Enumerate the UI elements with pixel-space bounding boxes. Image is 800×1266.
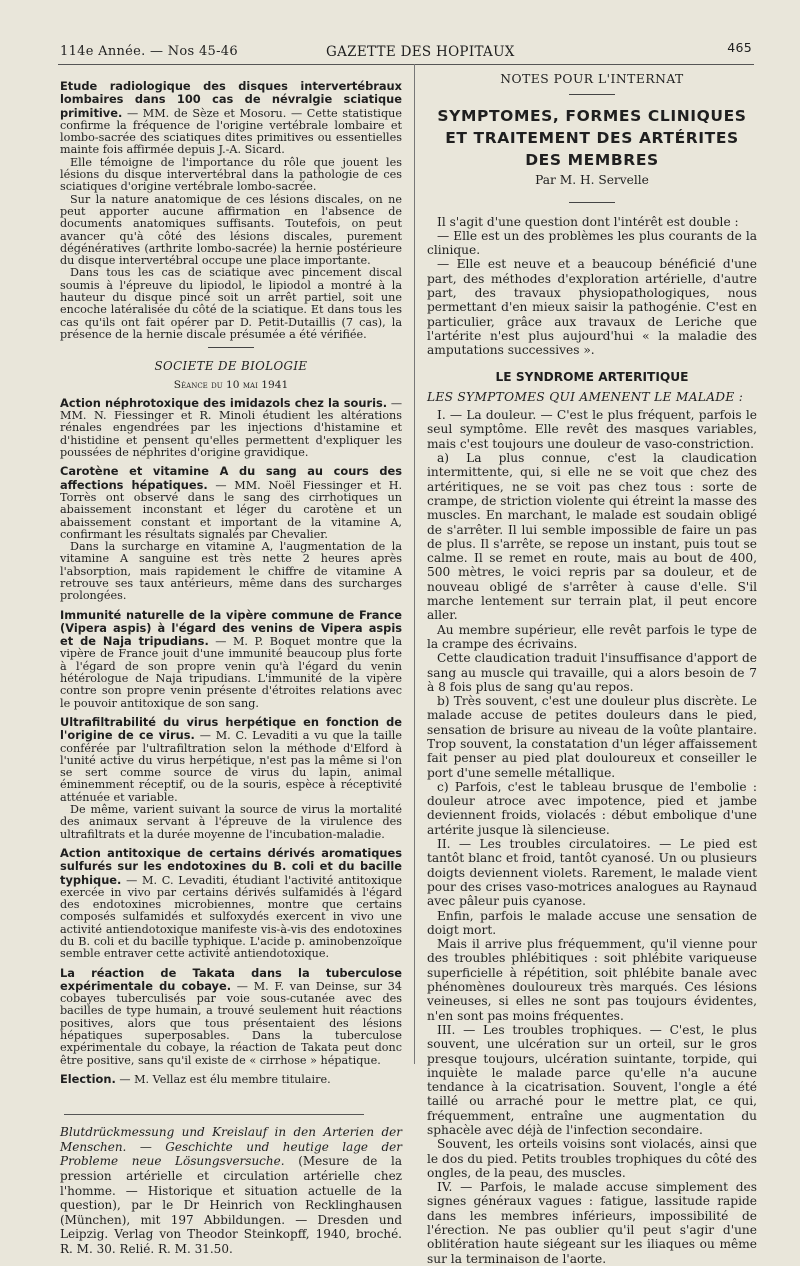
subsection-heading: LES SYMPTOMES QUI AMENENT LE MALADE : xyxy=(427,389,744,404)
running-header xyxy=(60,40,752,64)
issue-label: 114e Année. — Nos 45-46 xyxy=(60,44,238,59)
article-text: Sur la nature anatomique de ces lésions discales, on ne peut apporter aucune affirmation en l'absence de documents anatomiques suffisants. Toutefois, on peut avancer qu'à côté des lésions discales, purement dégénératives (arthrite lombo-sacrée) la hernie postérieure du disque intervertébral occupe une place importante. xyxy=(60,192,402,268)
book-details: (Mesure de la pression artérielle et circulation artérielle chez l'homme. — Historique et situation actuelle de la question), par le Dr Heinrich von Recklinghausen (München), mit 197 Abbildungen. — Dresden und Leipzig. Verlag von Theodor Steinkopff, 1940, broché. R. M. 30. Relié. R. M. 31.50. xyxy=(60,1154,402,1257)
article-title: Carotène et vitamine A du sang au cours des affections hépatiques. xyxy=(60,464,402,492)
symptom-text: IV. — Parfois, le malade accuse simplement des signes généraux vagues : fatigue, lassitude rapide dans les membres inférieurs, impossibilité de l'érection. Ne pas oublier qu'il peut s'agir d'une oblitération haute siégeant sur les iliaques ou même sur la terminaison de l'aorte. xyxy=(427,1180,757,1266)
right-column xyxy=(427,72,757,1266)
book-title: Blutdrückmessung und Kreislauf in den Arterien der Menschen. — Geschichte und heutige lage der Probleme neue Lösungsversuche. xyxy=(60,1125,402,1169)
book-review xyxy=(60,1114,402,1256)
article-vipere xyxy=(60,609,402,710)
left-column xyxy=(60,80,402,1257)
symptom-text: a) La plus connue, c'est la claudication intermittente, qui, si elle ne se voit que chez des artéritiques, ne se voit pas chez tous : sorte de crampe, de striction violente qui étreint la masse des muscles. En marchant, le malade est soudain obligé de s'arrêter. Il lui semble impossible de faire un pas de plus. Il s'arrête, se repose un instant, puis tout se calme. Il se remet en route, mais au bout de 400, 500 mètres, le voici repris par sa douleur, et de nouveau obligé de s'arrêter à cause d'elle. S'il marche lentement sur terrain plat, il peut encore aller. xyxy=(427,451,757,623)
section-heading: SOCIETE DE BIOLOGIE xyxy=(154,359,308,374)
article-text: — MM. N. Fiessinger et R. Minoli étudient les altérations rénales engendrées par les injections d'histamine et d'histidine et pensent qu'elles permettent d'expliquer les poussées de néphrites d'origine gravidique. xyxy=(60,396,402,460)
article-text: De même, varient suivant la source de virus la mortalité des animaux servant à l'épreuve de la virulence des ultrafiltrats et la durée moyenne de l'incubation-maladie. xyxy=(60,803,402,841)
symptom-text: II. — Les troubles circulatoires. — Le pied est tantôt blanc et froid, tantôt cyanosé. Un ou plusieurs doigts deviennent violets. Rarement, le malade vient pour des crises vaso-motrices analogues au Raynaud avec pâleur puis cyanose. xyxy=(427,837,757,909)
notes-heading: NOTES POUR L'INTERNAT xyxy=(500,72,684,86)
article-election xyxy=(60,1073,402,1086)
title-line: SYMPTOMES, FORMES CLINIQUES xyxy=(437,107,747,126)
title-line: ET TRAITEMENT DES ARTÉRITES DES MEMBRES xyxy=(445,129,739,170)
article-text: — MM. de Sèze et Mosoru. — Cette statistique confirme la fréquence de l'origine vertébrale lombaire et lombo-sacrée des sciatiques dites primitives ou essentielles mainte fois affirmée depuis J.-A. Sicard. xyxy=(60,106,403,157)
author-line: Par M. H. Servelle xyxy=(535,173,649,188)
symptom-text: Au membre supérieur, elle revêt parfois le type de la crampe des écrivains. xyxy=(427,622,757,651)
section-heading: LE SYNDROME ARTERITIQUE xyxy=(495,369,689,384)
article-title: La réaction de Takata dans la tuberculose expérimentale du cobaye. xyxy=(60,965,402,993)
separator xyxy=(569,202,615,203)
book-rule xyxy=(64,1114,364,1115)
article-endotoxines xyxy=(60,847,402,961)
article-text: — M. F. van Deinse, sur 34 cobayes tuberculisés par voie sous-cutanée avec des bacilles de type humain, a trouvé seulement huit réactions positives, alors que tous présentaient des lésions hépatiques superposables. Dans la tuberculose expérimentale du cobaye, la réaction de Takata peut donc être positive, sans qu'il existe de « cirrhose » hépatique. xyxy=(60,979,402,1067)
article-title: Immunité naturelle de la vipère commune de France (Vipera aspis) à l'égard des venins de Vipera aspis et de Naja tripudians. xyxy=(60,607,402,649)
article-text: Elle témoigne de l'importance du rôle que jouent les lésions du disque intervertébral dans la pathologie de ces sciatiques d'origine vertébrale lombo-sacrée. xyxy=(60,155,402,194)
article-disques xyxy=(60,80,402,341)
symptom-text: III. — Les troubles trophiques. — C'est, le plus souvent, une ulcération sur un orteil, sur le gros presque toujours, ulcération suintante, torpide, qui inquiète le malade parce qu'elle n'a aucune tendance à la cicatrisation. Souvent, l'ongle a été taillé ou arraché pour le mettre plat, ce qui, fréquemment, entraîne une augmentation du sphacèle avec déjà de l'infection secondaire. xyxy=(427,1022,757,1137)
article-text: Dans tous les cas de sciatique avec pincement discal soumis à l'épreuve du lipiodol, le lipiodol a montré à la hauteur du disque pincé soit un arrêt partiel, soit une encoche latéralisée du côté de la sciatique. Et dans tous les cas qu'ils ont fait opérer par D. Petit-Dutaillis (7 cas), la présence de la hernie discale présumée a été vérifiée. xyxy=(60,266,402,341)
article-herpes xyxy=(60,716,402,841)
article-carotene xyxy=(60,465,402,602)
article-title: Ultrafiltrabilité du virus herpétique en fonction de l'origine de ce virus. xyxy=(60,714,402,743)
symptom-text: b) Très souvent, c'est une douleur plus discrète. Le malade accuse de petites douleurs dans le pied, sensation de brisure au niveau de la voûte plantaire. Trop souvent, la constatation d'un léger affaissement fait penser au pied plat douloureux et conseiller le port d'une semelle métallique. xyxy=(427,694,757,780)
intro-text: — Elle est neuve et a beaucoup bénéficié d'une part, des méthodes d'exploration artérielle, d'autre part, des travaux physiopathologiques, nous permettant d'en mieux saisir la pathogénie. C'est en particulier, grâce aux travaux de Leriche que l'artérite n'est plus aujourd'hui « la maladie des amputations successives ». xyxy=(427,257,757,358)
symptom-text: Enfin, parfois le malade accuse une sensation de doigt mort. xyxy=(427,908,757,937)
article-text: — M. P. Boquet montre que la vipère de France jouit d'une immunité beaucoup plus forte à l'égard de son propre venin qu'à l'égard du venin hétérologue de Naja tripudians. L'immunité de la vipère contre son propre venin présente d'étroites relations avec le pouvoir antitoxique de son sang. xyxy=(60,635,402,710)
intro-text: Il s'agit d'une question dont l'intérêt est double : xyxy=(437,214,739,229)
article-text: — M. C. Levaditi a vu que la taille conférée par l'ultrafiltration selon la méthode d'Elford à l'unité active du virus herpétique, n'est pas la même si l'on se sert comme source de virus du lapin, animal éminemment réceptif, ou de la souris, espèce à réceptivité atténuée et variable. xyxy=(60,729,402,804)
article-title: Action néphrotoxique des imidazols chez la souris. xyxy=(60,395,388,410)
symptom-text: Cette claudication traduit l'insuffisance d'apport de sang au muscle qui travaille, qui a alors besoin de 7 à 8 fois plus de sang qu'au repos. xyxy=(427,651,757,694)
page-number: 465 xyxy=(727,40,752,55)
article-main-title xyxy=(427,105,757,171)
intro-text: — Elle est un des problèmes les plus courants de la clinique. xyxy=(427,228,757,258)
article-text: Dans la surcharge en vitamine A, l'augmentation de la vitamine A sanguine est très nette 2 heures après l'absorption, mais rapidement le chiffre de vitamine A retrouve ses taux antérieurs, même dans des surcharges prolongées. xyxy=(60,540,402,603)
symptom-text: I. — La douleur. — C'est le plus fréquent, parfois le seul symptôme. Elle revêt des masques variables, mais c'est toujours une douleur de vaso-constriction. xyxy=(427,408,757,451)
journal-title: GAZETTE DES HOPITAUX xyxy=(326,44,515,60)
article-text: — M. Vellaz est élu membre titulaire. xyxy=(119,1072,331,1086)
column-divider xyxy=(414,64,415,1064)
article-text: — M. C. Levaditi, étudiant l'activité antitoxique exercée in vivo par certains dérivés sulfamidés à l'égard des endotoxines microbiennes, montre que certains composés sulfamidés et sulfoxydés exercent in vivo une activité antiendotoxique manifeste vis-à-vis des endotoxines du B. coli et du bacille typhique. L'acide p. aminobenzoïque semble entraver cette activité antiendotoxique. xyxy=(60,873,403,961)
symptom-text: c) Parfois, c'est le tableau brusque de l'embolie : douleur atroce avec impotence, pied et jambe deviennent froids, violacés : début embolique d'une artérite jusque là silencieuse. xyxy=(427,779,757,837)
symptom-text: Mais il arrive plus fréquemment, qu'il vienne pour des troubles phlébitiques : soit phlébite variqueuse superficielle à répétition, soit phlébite banale avec phénomènes douloureux très marqués. Ces lésions veineuses, si elles ne sont pas toujours évidentes, n'en sont pas moins fréquentes. xyxy=(427,937,757,1023)
article-title: Action antitoxique de certains dérivés aromatiques sulfurés sur les endotoxines du B. coli et du bacille typhique. xyxy=(60,845,402,887)
separator xyxy=(208,347,254,348)
article-title: Election. xyxy=(60,1071,116,1086)
header-rule xyxy=(58,64,754,65)
article-title: Etude radiologique des disques intervertébraux lombaires dans 100 cas de névralgie sciatique primitive. xyxy=(60,79,402,120)
article-text: — MM. Noël Fiessinger et H. Torrès ont observé dans le sang des cirrhotiques un abaissement inconstant et léger du carotène et un abaissement constant et important de la vitamine A, confirmant les résultats signalés par Chevalier. xyxy=(60,478,403,541)
article-takata xyxy=(60,967,402,1067)
article-imidazols xyxy=(60,397,402,459)
session-date: Séance du 10 mai 1941 xyxy=(173,378,289,391)
separator xyxy=(569,94,615,95)
symptom-text: Souvent, les orteils voisins sont violacés, ainsi que le dos du pied. Petits troubles trophiques du côté des ongles, de la peau, des muscles. xyxy=(427,1137,757,1180)
